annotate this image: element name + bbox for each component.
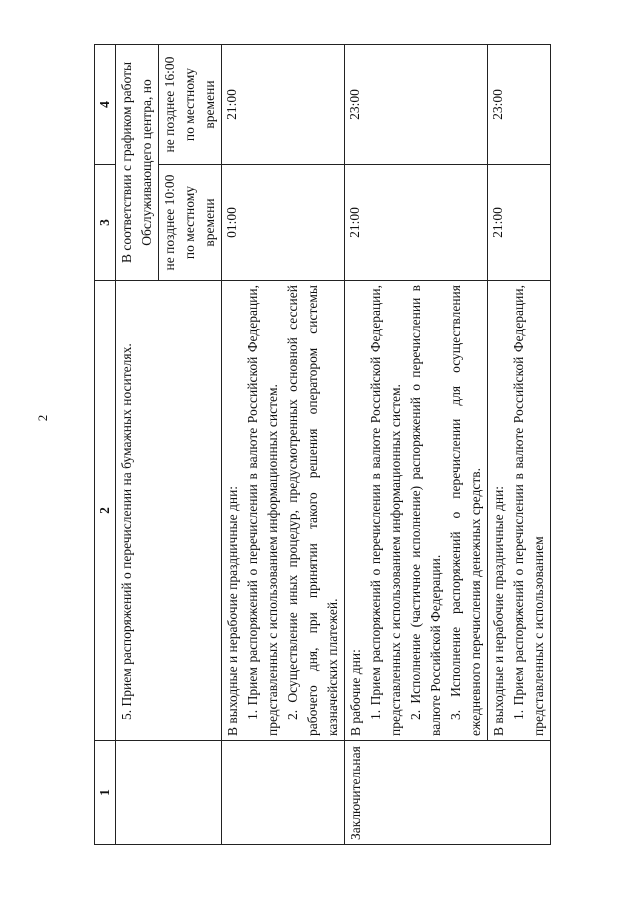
end-time-cell: не позднее 16:00 по местному времени [159, 45, 222, 165]
end-time-cell: 23:00 [488, 45, 551, 165]
start-time-cell: 21:00 [488, 165, 551, 281]
start-time-cell: 01:00 [222, 165, 345, 281]
operation-item: 2. Исполнение (частичное исполнение) распоряжений о перечислении в валюте Российской Федерации. [408, 285, 443, 736]
schedule-merged-cell: В соответствии с графиком работы Обслуживающего центра, но [116, 45, 159, 281]
operation-cell [222, 281, 345, 741]
operation-cell [345, 281, 488, 741]
table-row [488, 45, 551, 845]
operation-item: 3. Исполнение распоряжений о перечислении для осуществления ежедневного перечисления денежных средств. [448, 285, 483, 736]
start-time-cell: не позднее 10:00 по местному времени [159, 165, 222, 281]
period-cell [116, 741, 222, 845]
operation-heading: В рабочие дни: [348, 649, 363, 736]
operation-text: 5. Прием распоряжений о перечислении на бумажных носителях. [119, 343, 134, 720]
operation-cell [488, 281, 551, 741]
period-cell [222, 741, 345, 845]
operation-item: 2. Осуществление иных процедур, предусмотренных основной сессией рабочего дня, при принятии такого решения оператором системы казначейских платежей. [285, 285, 340, 736]
operation-item: 1. Прием распоряжений о перечислении в валюте Российской Федерации, представленных с использованием информационных систем. [368, 285, 403, 736]
header-col-1: 1 [95, 741, 116, 845]
table-row [116, 45, 159, 845]
operation-item: 1. Прием распоряжений о перечислении в валюте Российской Федерации, представленных с использованием информационных систем. [245, 285, 280, 736]
operation-heading: В выходные и нерабочие праздничные дни: [491, 485, 506, 736]
period-cell: Заключительная [345, 741, 551, 845]
operation-heading: В выходные и нерабочие праздничные дни: [225, 485, 240, 736]
operation-item: 1. Прием распоряжений о перечислении в валюте Российской Федерации, представленных с использованием [511, 285, 546, 736]
page-number: 2 [35, 414, 50, 422]
header-col-4: 4 [95, 45, 116, 165]
header-col-3: 3 [95, 165, 116, 281]
table-row [345, 45, 488, 845]
start-time-cell: 21:00 [345, 165, 488, 281]
table-row [222, 45, 345, 845]
header-row [95, 45, 116, 845]
header-col-2: 2 [95, 281, 116, 741]
end-time-cell: 21:00 [222, 45, 345, 165]
end-time-cell: 23:00 [345, 45, 488, 165]
rotated-page [94, 45, 557, 845]
operation-cell [116, 281, 222, 741]
schedule-table [94, 44, 551, 845]
